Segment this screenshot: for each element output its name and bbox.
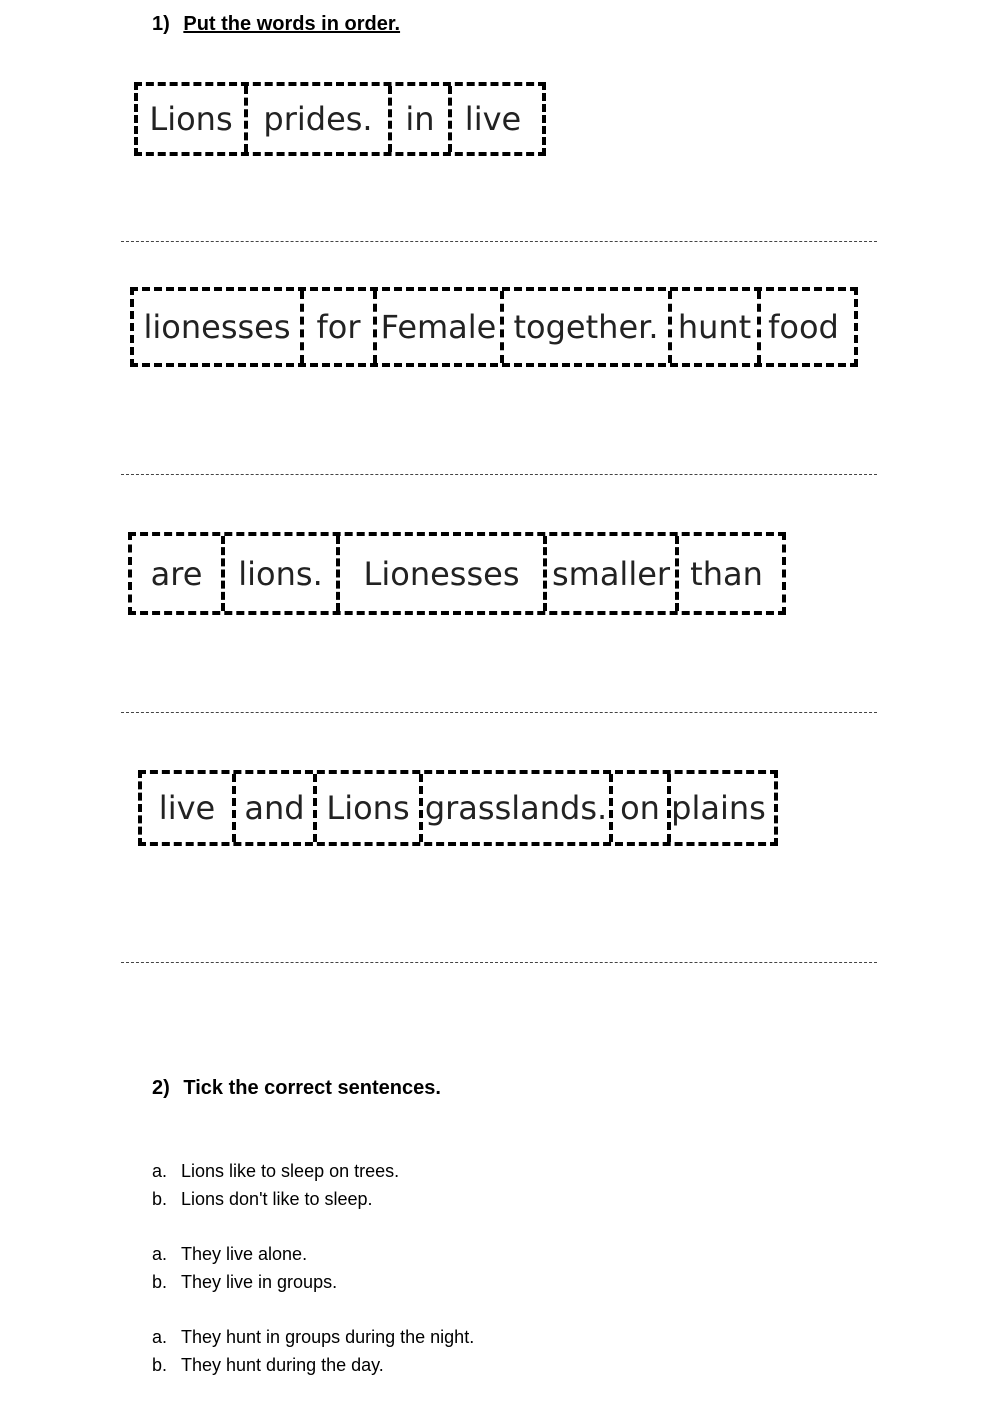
word-strip-1 [134, 82, 546, 156]
word-tile[interactable]: lionesses [143, 308, 291, 346]
sentence-option[interactable] [152, 1323, 474, 1351]
word-tile[interactable]: live [448, 86, 534, 152]
option-text: Lions like to sleep on trees. [181, 1161, 400, 1181]
option-letter: a. [152, 1161, 168, 1181]
word-tile[interactable]: Female [373, 291, 500, 363]
word-tile[interactable]: together. [500, 291, 668, 363]
word-tile[interactable]: grasslands. [419, 774, 609, 842]
word-tile[interactable]: for [300, 291, 373, 363]
option-text: They hunt during the day. [181, 1355, 384, 1375]
word-tile[interactable]: hunt [668, 291, 757, 363]
section1-heading [152, 13, 400, 36]
sentence-option[interactable] [152, 1185, 399, 1213]
word-tile[interactable]: prides. [244, 86, 388, 152]
answer-line-4[interactable] [121, 962, 877, 963]
section2-heading [152, 1077, 441, 1100]
sentence-option[interactable] [152, 1268, 337, 1296]
word-tile[interactable]: are [150, 554, 203, 593]
option-letter: b. [152, 1272, 168, 1292]
word-tile[interactable]: food [757, 291, 846, 363]
option-text: They hunt in groups during the night. [181, 1327, 475, 1347]
option-letter: b. [152, 1355, 168, 1375]
answer-line-1[interactable] [121, 241, 877, 242]
section1-title: Put the words in order. [183, 13, 401, 35]
sentence-option[interactable] [152, 1157, 399, 1185]
word-tile[interactable]: and [232, 774, 313, 842]
option-letter: a. [152, 1244, 168, 1264]
word-strip-3 [128, 532, 786, 615]
word-tile[interactable]: plains [667, 774, 766, 842]
sentence-option[interactable] [152, 1351, 474, 1379]
option-text: They live alone. [181, 1244, 308, 1264]
option-text: They live in groups. [181, 1272, 338, 1292]
answer-line-3[interactable] [121, 712, 877, 713]
answer-line-2[interactable] [121, 474, 877, 475]
word-tile[interactable]: on [609, 774, 667, 842]
sentence-option[interactable] [152, 1240, 337, 1268]
word-tile[interactable]: lions. [221, 536, 336, 611]
word-strip-2 [130, 287, 858, 367]
sentence-pair-1 [152, 1157, 399, 1213]
section1-number: 1) [152, 13, 170, 35]
sentence-pair-2 [152, 1240, 337, 1296]
word-tile[interactable]: than [675, 536, 774, 611]
option-letter: a. [152, 1327, 168, 1347]
word-tile[interactable]: Lions [313, 774, 419, 842]
word-tile[interactable]: in [388, 86, 448, 152]
word-tile[interactable]: smaller [543, 536, 675, 611]
word-tile[interactable]: Lions [149, 100, 233, 138]
word-tile[interactable]: Lionesses [336, 536, 543, 611]
option-letter: b. [152, 1189, 168, 1209]
word-tile[interactable]: live [158, 789, 216, 827]
option-text: Lions don't like to sleep. [181, 1189, 373, 1209]
section2-title: Tick the correct sentences. [183, 1077, 441, 1099]
sentence-pair-3 [152, 1323, 474, 1379]
word-strip-4 [138, 770, 778, 846]
section2-number: 2) [152, 1077, 170, 1099]
